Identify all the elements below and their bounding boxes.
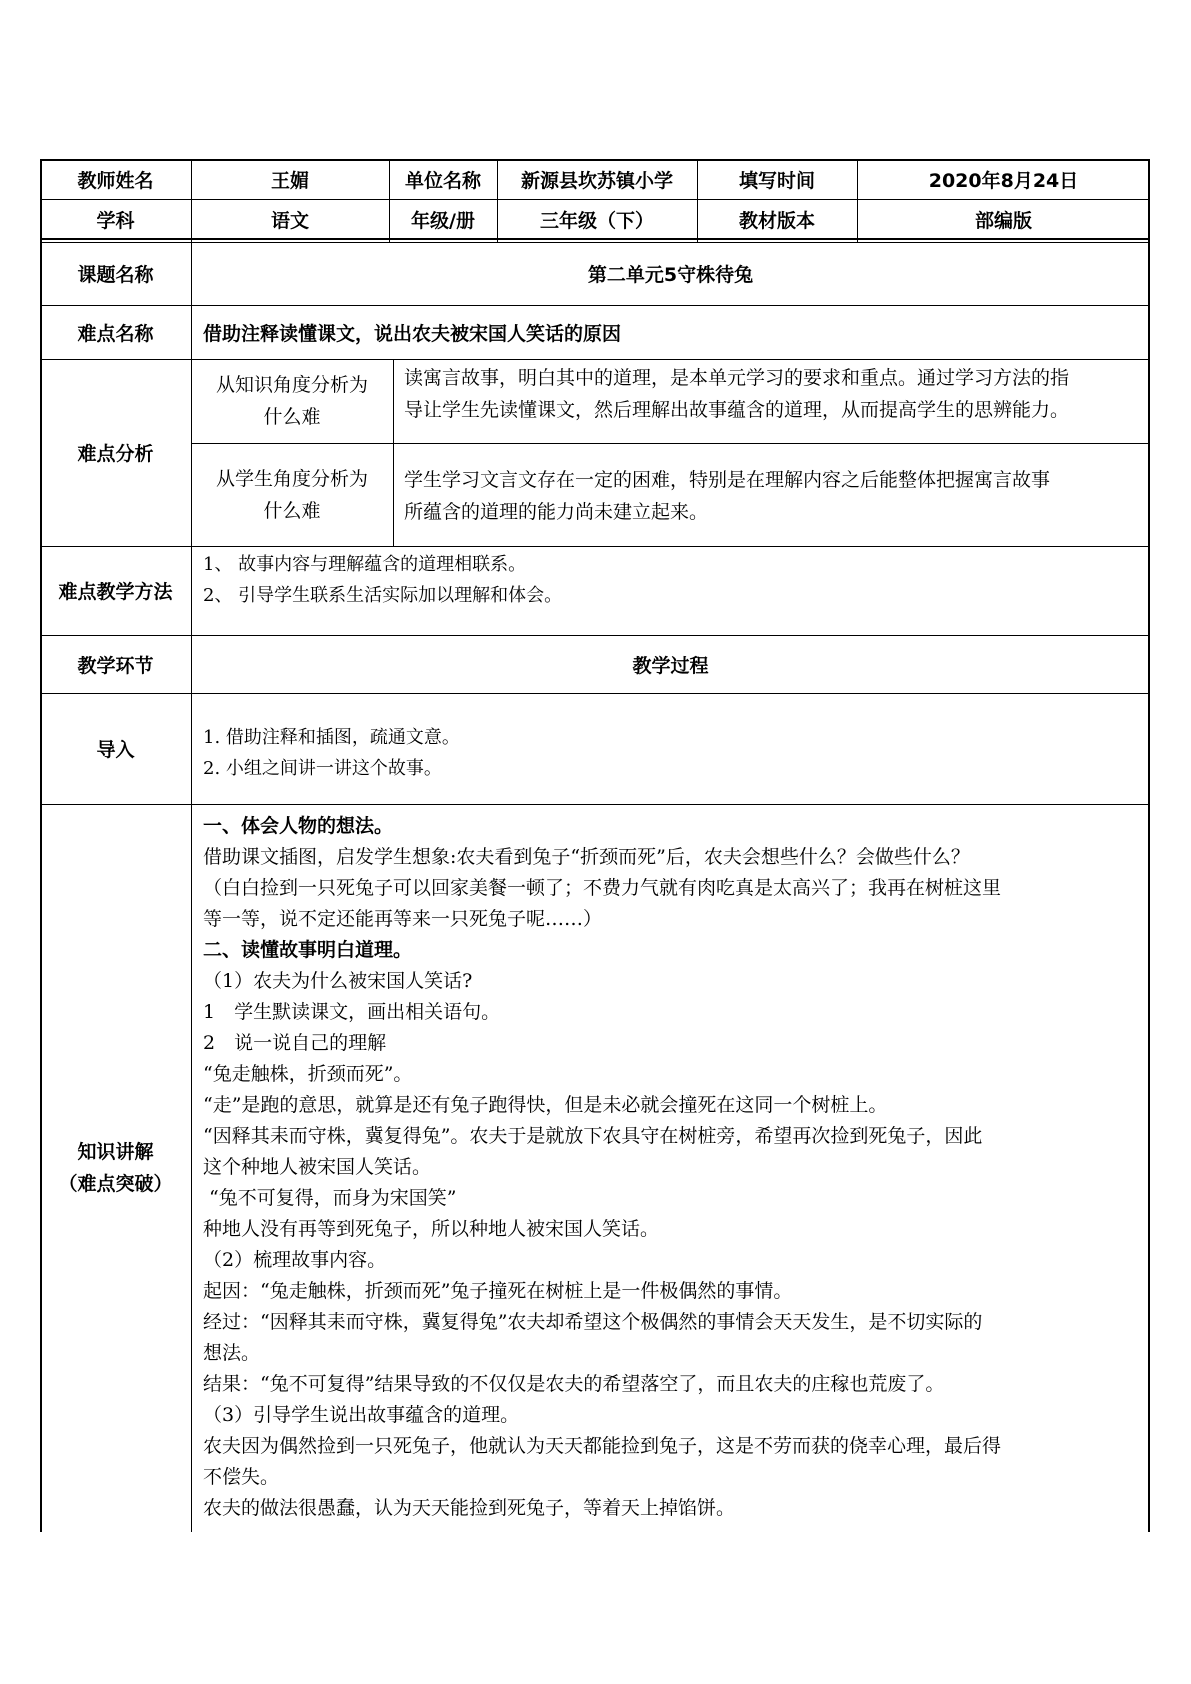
knowledge-explanation-body	[203, 811, 1148, 1531]
body-line: “因释其耒而守株，冀复得兔”。农夫于是就放下农具守在树桩旁，希望再次捡到死兔子，因此	[203, 1125, 983, 1147]
subject-value: 语文	[270, 209, 309, 232]
fill-date-label: 填写时间	[738, 169, 815, 192]
section-heading: 二、读懂故事明白道理。	[203, 939, 413, 961]
student-angle-text-line1: 学生学习文言文存在一定的困难，特别是在理解内容之后能整体把握寓言故事	[404, 469, 1051, 491]
fill-date-value: 2020年8月24日	[928, 169, 1079, 192]
intro-list	[203, 722, 1143, 792]
column-divider	[393, 359, 394, 546]
difficulty-label: 难点名称	[77, 322, 154, 345]
knowledge-angle-text-line2: 导让学生先读懂课文，然后理解出故事蕴含的道理，从而提高学生的思辨能力。	[404, 399, 1070, 421]
knowledge-angle-text-line1: 读寓言故事，明白其中的道理，是本单元学习的要求和重点。通过学习方法的指	[404, 367, 1070, 389]
body-line: 农夫因为偶然捡到一只死兔子，他就认为天天都能捡到兔子，这是不劳而获的侥幸心理，最后得	[203, 1435, 1002, 1457]
row-divider	[40, 804, 1150, 805]
student-angle-label-line2: 什么难	[263, 499, 321, 522]
knowledge-angle-label-line2: 什么难	[263, 406, 321, 428]
teacher-name-value: 王媚	[270, 169, 309, 192]
body-line: “兔走触株，折颈而死”。	[203, 1063, 413, 1085]
body-line: （白白捡到一只死兔子可以回家美餐一顿了；不费力气就有肉吃真是太高兴了；我再在树桩这里	[203, 877, 1002, 899]
topic-value: 第二单元5守株待兔	[587, 264, 754, 286]
body-line: 借助课文插图，启发学生想象:农夫看到兔子“折颈而死”后，农夫会想些什么？会做些什么？	[203, 846, 970, 868]
methods-label: 难点教学方法	[58, 581, 173, 603]
body-line: 1 学生默读课文，画出相关语句。	[203, 1001, 501, 1023]
grade-value: 三年级（下）	[539, 209, 654, 232]
difficulty-value: 借助注释读懂课文，说出农夫被宋国人笑话的原因	[203, 322, 622, 345]
knowledge-explanation-label-line2: （难点突破）	[58, 1173, 173, 1195]
grade-label: 年级/册	[411, 209, 475, 232]
analysis-label: 难点分析	[77, 443, 154, 465]
knowledge-angle-text	[404, 362, 1144, 442]
body-line: 结果：“兔不可复得”结果导致的不仅仅是农夫的希望落空了，而且农夫的庄稼也荒废了。	[203, 1373, 945, 1395]
knowledge-explanation-label-line1: 知识讲解	[77, 1141, 154, 1163]
body-line: 等一等，说不定还能再等来一只死兔子呢……）	[203, 908, 603, 930]
body-line: “走”是跑的意思，就算是还有兔子跑得快，但是未必就会撞死在这同一个树桩上。	[203, 1094, 888, 1116]
student-angle-text-line2: 所蕴含的道理的能力尚未建立起来。	[404, 501, 709, 523]
body-line: 经过：“因释其耒而守株，冀复得兔”农夫却希望这个极偶然的事情会天天发生，是不切实际的	[203, 1311, 983, 1333]
body-line: （2）梳理故事内容。	[203, 1249, 387, 1271]
knowledge-angle-label	[191, 359, 393, 443]
body-line: 这个种地人被宋国人笑话。	[203, 1156, 432, 1178]
body-line: 2 说一说自己的理解	[203, 1032, 387, 1054]
unit-name-label: 单位名称	[404, 169, 481, 192]
body-line: 不偿失。	[203, 1466, 280, 1488]
body-line: “兔不可复得，而身为宋国笑”	[203, 1187, 457, 1209]
methods-item: 1、 故事内容与理解蕴含的道理相联系。	[203, 554, 527, 575]
edition-label: 教材版本	[738, 209, 815, 232]
body-line: 农夫的做法很愚蠢，认为天天能捡到死兔子，等着天上掉馅饼。	[203, 1497, 736, 1519]
teacher-name-label: 教师姓名	[77, 169, 154, 192]
row-divider	[40, 546, 1150, 547]
intro-item: 1. 借助注释和插图，疏通文意。	[203, 727, 460, 748]
edition-value: 部编版	[974, 209, 1032, 232]
body-line: 种地人没有再等到死兔子，所以种地人被宋国人笑话。	[203, 1218, 660, 1240]
knowledge-angle-label-line1: 从知识角度分析为	[215, 374, 368, 396]
subject-label: 学科	[96, 209, 135, 232]
topic-label: 课题名称	[77, 264, 154, 286]
body-line: 起因：“兔走触株，折颈而死”兔子撞死在树桩上是一件极偶然的事情。	[203, 1280, 793, 1302]
row-divider	[40, 693, 1150, 694]
unit-name-value: 新源县坎苏镇小学	[520, 169, 673, 192]
methods-list	[203, 549, 1143, 629]
teaching-process-label: 教学过程	[632, 654, 709, 677]
methods-item: 2、 引导学生联系生活实际加以理解和体会。	[203, 585, 563, 606]
body-line: 想法。	[203, 1342, 261, 1364]
student-angle-text	[404, 464, 1144, 534]
section-heading: 一、体会人物的想法。	[203, 815, 394, 837]
teaching-link-label: 教学环节	[77, 654, 154, 677]
body-line: （3）引导学生说出故事蕴含的道理。	[203, 1404, 520, 1426]
body-line: （1）农夫为什么被宋国人笑话?	[203, 970, 473, 992]
student-angle-label	[191, 443, 393, 546]
intro-item: 2. 小组之间讲一讲这个故事。	[203, 758, 442, 779]
intro-label: 导入	[96, 739, 135, 761]
knowledge-explanation-label	[40, 804, 191, 1532]
student-angle-label-line1: 从学生角度分析为	[215, 467, 368, 490]
